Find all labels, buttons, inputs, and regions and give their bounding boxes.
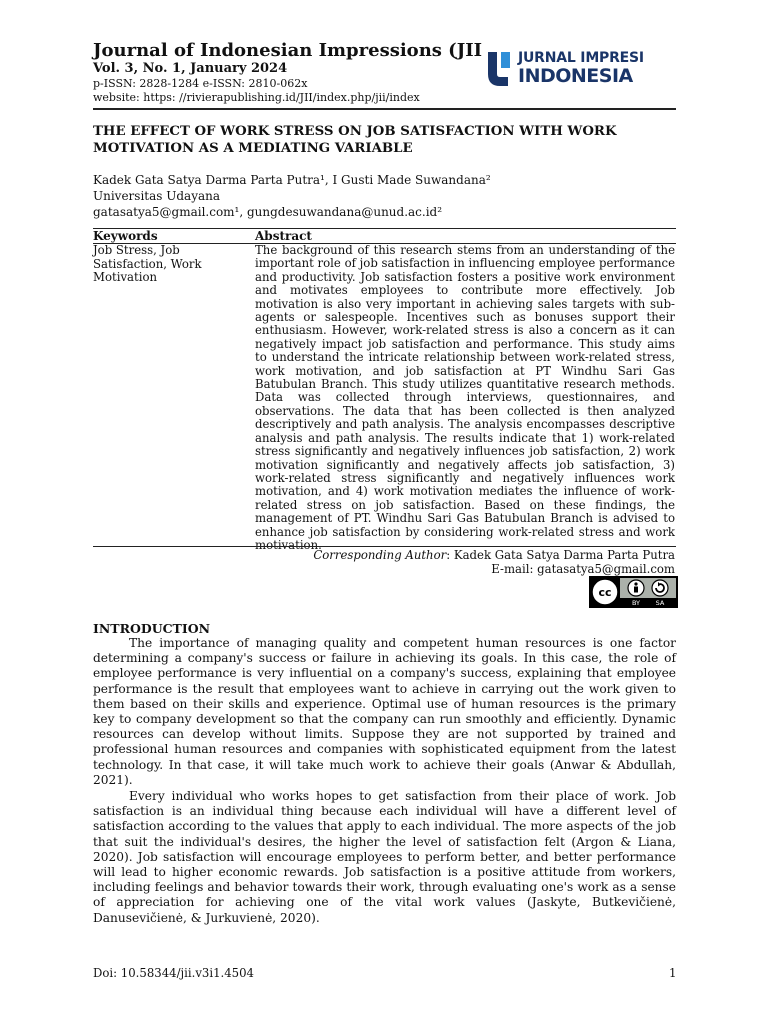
author-block [93, 172, 491, 220]
abstract-header: Abstract [255, 229, 312, 243]
introduction-heading: INTRODUCTION [93, 621, 211, 636]
volume-issue: Vol. 3, No. 1, January 2024 [93, 61, 288, 76]
table-top-rule [93, 228, 676, 229]
corresponding-email: E-mail: gatasatya5@gmail.com [491, 562, 675, 576]
by-label: BY [631, 599, 641, 607]
journal-logo [486, 46, 656, 92]
corresponding-author [313, 548, 675, 576]
author-affiliation: Universitas Udayana [93, 189, 221, 203]
header-divider [93, 108, 676, 110]
logo-text-bottom: INDONESIA [518, 65, 633, 87]
intro-paragraph-1: The importance of managing quality and competent human resources is one factor determining a company's success or failure in achieving its goals. In this case, the role of employee performance is very influential on a company's success, explaining that employee performance is the result that employees want to achieve in carrying out the work given to them based on their skills and experience. Optimal use of human resources is the primary key to company development so that the company can run smoothly and efficiently. Dynamic resources can develop without limits. Suppose they are not supported by trained and professional human resources and companies with sophisticated equipment from the latest technology. In that case, it will take much work to achieve their goals (Anwar & Abdullah, 2021). [93, 636, 676, 787]
paper-title: THE EFFECT OF WORK STRESS ON JOB SATISFACTION WITH WORK MOTIVATION AS A MEDIATING VARIABLE [93, 124, 617, 156]
table-bottom-rule [93, 546, 676, 547]
cc-license-badge[interactable] [589, 576, 678, 608]
corresponding-name: : Kadek Gata Satya Darma Parta Putra [446, 548, 675, 562]
cc-icon-label: cc [598, 586, 612, 599]
author-names: Kadek Gata Satya Darma Parta Putra¹, I Gusti Made Suwandana² [93, 173, 491, 187]
intro-paragraph-2: Every individual who works hopes to get satisfaction from their place of work. Job satisfaction is an individual thing because each individual will have a different level of satisfaction according to the values that apply to each individual. The more aspects of the job that suit the individual's desires, the higher the level of satisfaction felt (Argon & Liana, 2020). Job satisfaction will encourage employees to perform better, and better performance will lead to higher economic rewards. Job satisfaction is a positive attitude from workers, including feelings and behavior towards their work, through evaluating one's work as a sense of appreciation for achieving one of the vital work values (Jaskyte, Butkevičienė, Danusevičienė, & Jurkuvienė, 2020). [93, 789, 676, 925]
page-number: 1 [669, 966, 677, 980]
logo-text-top: JURNAL IMPRESI [518, 50, 644, 66]
doi[interactable]: Doi: 10.58344/jii.v3i1.4504 [93, 966, 254, 980]
journal-title: Journal of Indonesian Impressions (JII [93, 40, 483, 61]
keywords-header: Keywords [93, 229, 158, 243]
sa-icon [652, 580, 668, 596]
issn-line: p-ISSN: 2828-1284 e-ISSN: 2810-062x [93, 77, 308, 90]
sa-label: SA [655, 599, 665, 607]
logo-mark-icon [486, 50, 516, 90]
corresponding-label: Corresponding Author [313, 548, 447, 562]
abstract-text: The background of this research stems from an understanding of the important role of job satisfaction in influencing employee performance and productivity. Job satisfaction fosters a positive work environment and motivates employees to contribute more effectively. Job motivation is also very important in achieving sales targets with sub-agents or salespeople. Incentives such as bonuses support their enthusiasm. However, work-related stress is also a concern as it can negatively impact job satisfaction and performance. This study aims to understand the intricate relationship between work-related stress, work motivation, and job satisfaction at PT Windhu Sari Gas Batubulan Branch. This study utilizes quantitative research methods. Data was collected through interviews, questionnaires, and observations. The data that has been collected is then analyzed descriptively and path analysis. The analysis encompasses descriptive analysis and path analysis. The results indicate that 1) work-related stress significantly and negatively influences job satisfaction, 2) work motivation significantly and negatively affects job satisfaction, 3) work-related stress significantly and negatively influences work motivation, and 4) work motivation mediates the influence of work-related stress on job satisfaction. Based on these findings, the management of PT. Windhu Sari Gas Batubulan Branch is advised to enhance job satisfaction by considering work-related stress and work motivation. [255, 243, 675, 552]
journal-website: website: https: //rivierapublishing.id/JII/index.php/jii/index [93, 91, 420, 104]
keywords-list: Job Stress, Job Satisfaction, Work Motivation [93, 243, 202, 285]
author-emails: gatasatya5@gmail.com¹, gungdesuwandana@unud.ac.id² [93, 205, 443, 219]
